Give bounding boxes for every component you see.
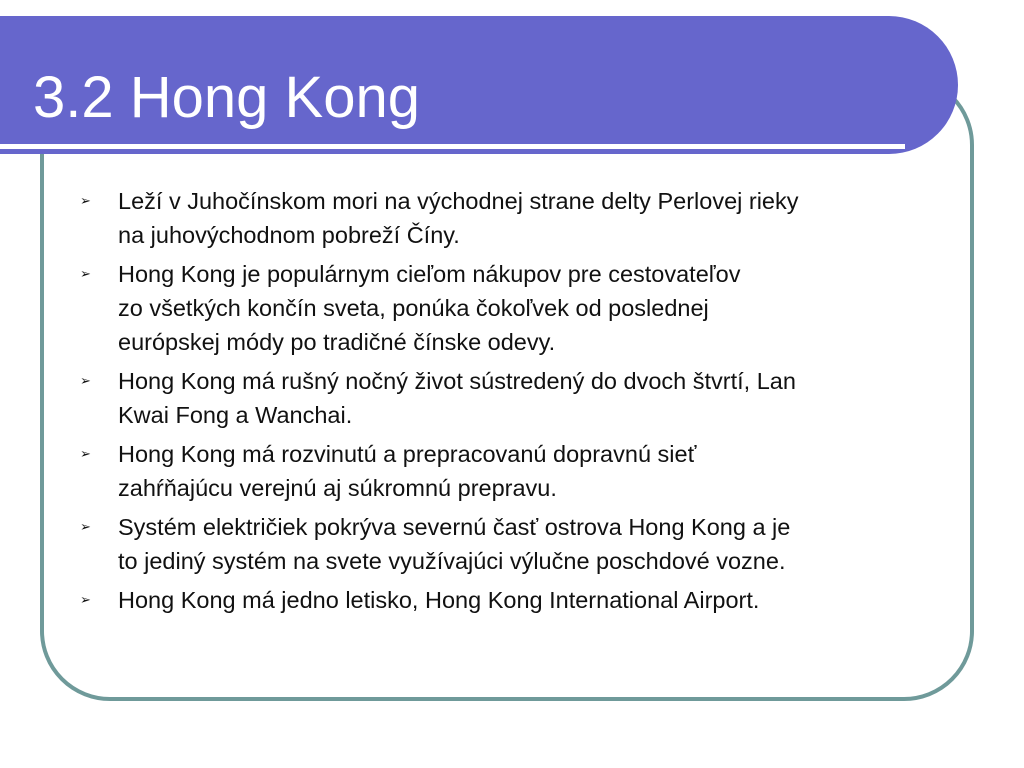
bullet-text-line: Hong Kong má rozvinutú a prepracovanú dopravnú sieť (118, 441, 697, 467)
bullet-text-line: to jediný systém na svete využívajúci výlučne poschdové vozne. (118, 548, 786, 574)
arrowhead-bullet-icon: ➢ (80, 266, 91, 281)
bullet-text-line: európskej módy po tradičné čínske odevy. (118, 329, 556, 355)
arrowhead-bullet-icon: ➢ (80, 373, 91, 388)
arrowhead-bullet-icon: ➢ (80, 446, 91, 461)
title-band (0, 16, 958, 154)
slide-title: 3.2 Hong Kong (33, 65, 420, 130)
arrowhead-bullet-icon: ➢ (80, 193, 91, 208)
bullet-item (80, 583, 950, 617)
bullet-text-line: zo všetkých končín sveta, ponúka čokoľvek od poslednej (118, 295, 709, 321)
bullet-text-line: Kwai Fong a Wanchai. (118, 402, 353, 428)
bullet-item (80, 437, 950, 505)
bullet-text-line: Hong Kong je populárnym cieľom nákupov pre cestovateľov (118, 261, 741, 287)
bullet-item (80, 364, 950, 432)
arrowhead-bullet-icon: ➢ (80, 592, 91, 607)
bullet-list (80, 184, 950, 622)
bullet-text-line: zahŕňajúcu verejnú aj súkromnú prepravu. (118, 475, 557, 501)
bullet-text-line: Systém električiek pokrýva severnú časť ostrova Hong Kong a je (118, 514, 791, 540)
bullet-item (80, 184, 950, 252)
bullet-text-line: Hong Kong má jedno letisko, Hong Kong International Airport. (118, 587, 760, 613)
arrowhead-bullet-icon: ➢ (80, 519, 91, 534)
bullet-text-line: na juhovýchodnom pobreží Číny. (118, 222, 460, 248)
bullet-item (80, 510, 950, 578)
bullet-item (80, 257, 950, 359)
bullet-text-line: Hong Kong má rušný nočný život sústredený do dvoch štvrtí, Lan (118, 368, 796, 394)
bullet-text-line: Leží v Juhočínskom mori na východnej strane delty Perlovej rieky (118, 188, 799, 214)
title-underline (0, 144, 905, 149)
